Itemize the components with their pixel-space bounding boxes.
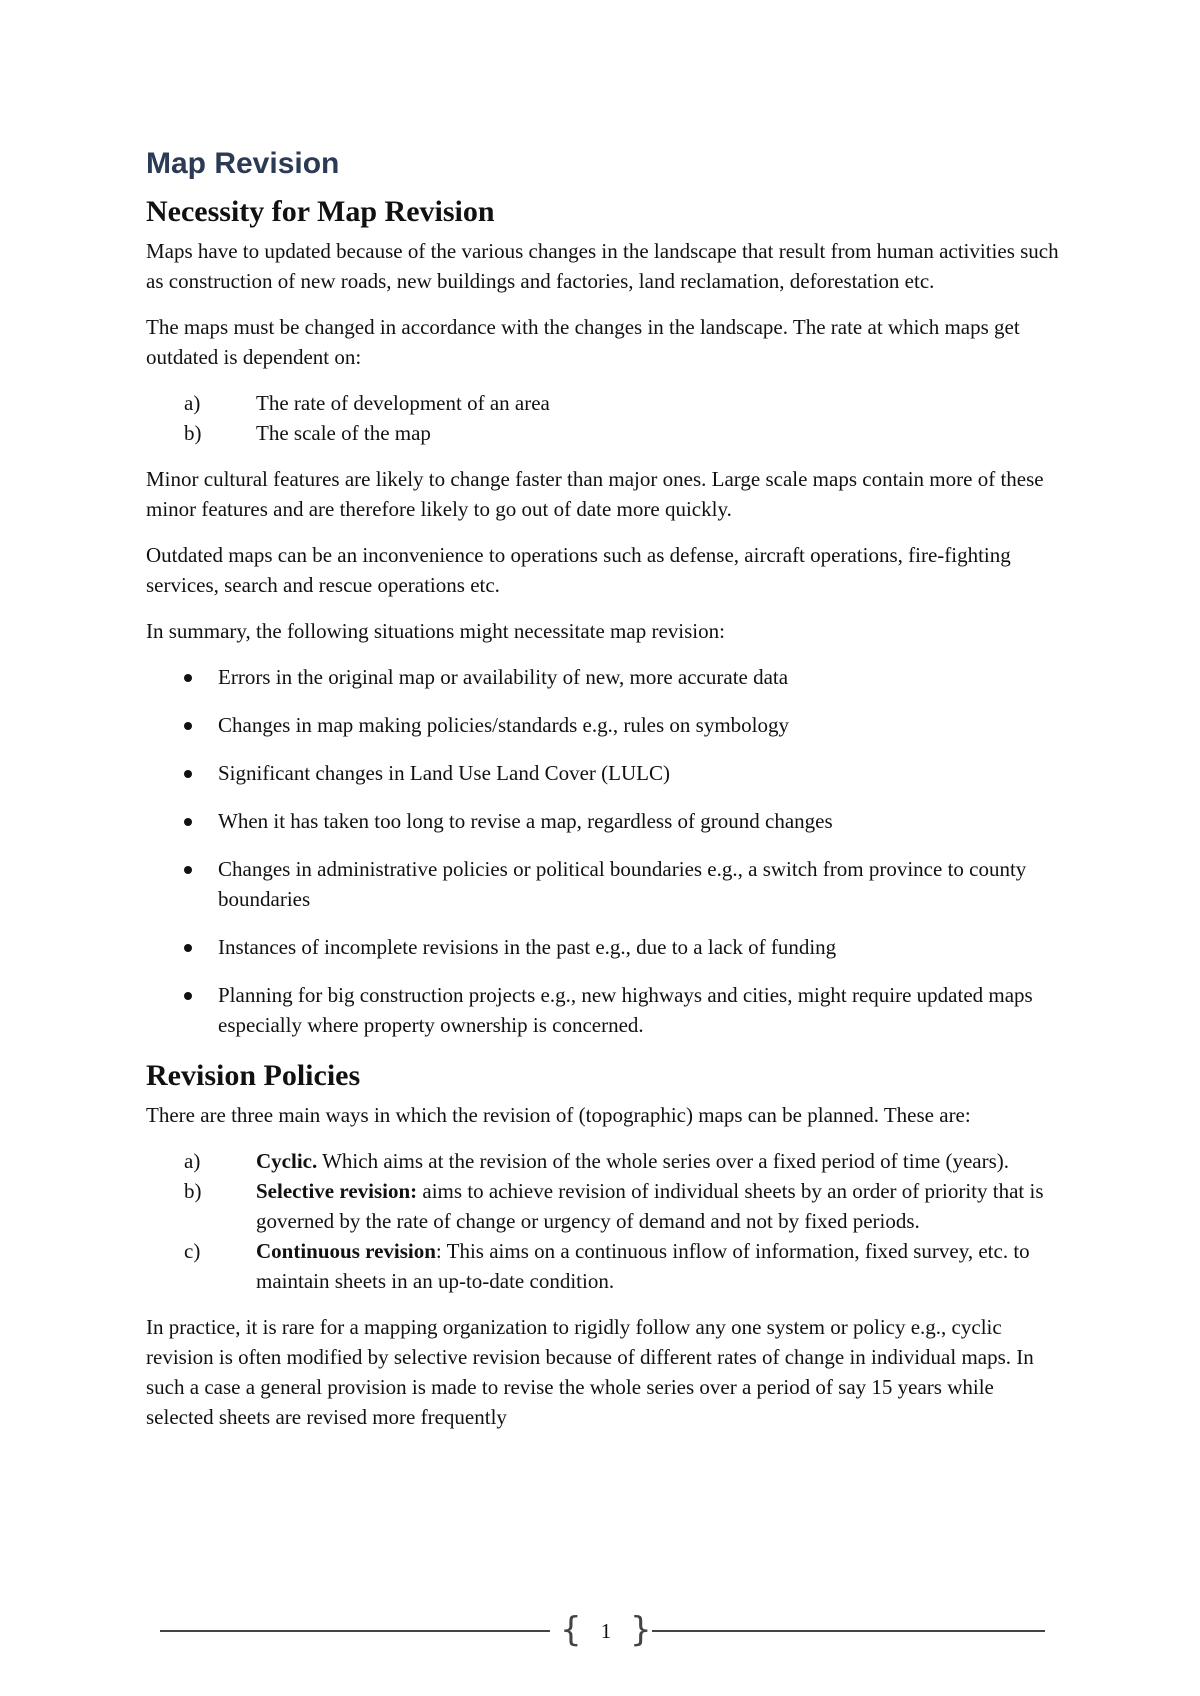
page-content [146,146,1066,1448]
paragraph: The maps must be changed in accordance with the changes in the landscape. The rate at which maps get outdated is dependent on: [146,315,1020,369]
list-marker: b) [184,421,202,445]
list-item-text: Changes in administrative policies or political boundaries e.g., a switch from province to county boundaries [218,857,1027,911]
list-item-text: The scale of the map [256,421,431,445]
page-number: 1 [600,1619,612,1643]
bullet-icon [184,992,192,1000]
list-item [146,932,1066,962]
list-item-text: Planning for big construction projects e.g., new highways and cities, might require updated maps especially where property ownership is concerned. [218,983,1033,1037]
paragraph: There are three main ways in which the revision of (topographic) maps can be planned. These are: [146,1103,971,1127]
list-item-text: Errors in the original map or availability of new, more accurate data [218,665,789,689]
list-item [146,854,1066,914]
bullet-icon [184,866,192,874]
policy-term: Selective revision: [256,1179,418,1203]
list-item [146,662,1066,692]
document-title: Map Revision [146,147,340,180]
policy-description: aims to achieve revision of individual sheets by an order of priority that is governed by the rate of change or urgency of demand and not by fixed periods. [256,1179,1044,1233]
list-item [146,806,1066,836]
revision-policies-list [146,1146,1066,1296]
paragraph: In summary, the following situations might necessitate map revision: [146,619,725,643]
list-marker: b) [184,1179,202,1203]
bullet-icon [184,818,192,826]
list-item [146,1146,1066,1176]
list-item-text: Significant changes in Land Use Land Cover (LULC) [218,761,670,785]
list-item [146,1176,1066,1236]
bullet-icon [184,674,192,682]
page-footer [160,1610,1045,1650]
section-heading-revision-policies: Revision Policies [146,1059,361,1092]
list-item-text: The rate of development of an area [256,391,550,415]
policy-description: : This aims on a continuous inflow of information, fixed survey, etc. to maintain sheets in an up-to-date condition. [256,1239,1030,1293]
paragraph: Outdated maps can be an inconvenience to operations such as defense, aircraft operations, fire-fighting services, search and rescue operations etc. [146,543,1011,597]
bullet-icon [184,944,192,952]
footer-brace-close: } [630,1610,652,1650]
section-heading-necessity: Necessity for Map Revision [146,195,495,228]
list-item-text: Instances of incomplete revisions in the past e.g., due to a lack of funding [218,935,837,959]
policy-term: Continuous revision [256,1239,436,1263]
paragraph: In practice, it is rare for a mapping organization to rigidly follow any one system or policy e.g., cyclic revision is often modified by selective revision because of different rates of change in individual maps. In such a case a general provision is made to revise the whole series over a period of say 15 years while selected sheets are revised more frequently [146,1315,1034,1429]
list-item [146,388,1066,418]
paragraph: Maps have to updated because of the various changes in the landscape that result from human activities such as construction of new roads, new buildings and factories, land reclamation, deforestation etc. [146,239,1059,293]
footer-rule-right [652,1630,1045,1632]
footer-brace-open: { [560,1610,582,1650]
list-marker: a) [184,1149,201,1173]
policy-description: Which aims at the revision of the whole series over a fixed period of time (years). [317,1149,1010,1173]
list-item [146,710,1066,740]
list-marker: c) [184,1239,201,1263]
revision-situations-list [146,662,1066,1040]
footer-rule-left [160,1630,550,1632]
bullet-icon [184,770,192,778]
list-item [146,1236,1066,1296]
outdating-factors-list [146,388,1066,448]
list-marker: a) [184,391,201,415]
list-item-text: When it has taken too long to revise a map, regardless of ground changes [218,809,833,833]
list-item [146,418,1066,448]
bullet-icon [184,722,192,730]
list-item [146,980,1066,1040]
policy-term: Cyclic. [256,1149,318,1173]
paragraph: Minor cultural features are likely to change faster than major ones. Large scale maps contain more of these minor features and are therefore likely to go out of date more quickly. [146,467,1044,521]
list-item-text: Changes in map making policies/standards e.g., rules on symbology [218,713,789,737]
list-item [146,758,1066,788]
